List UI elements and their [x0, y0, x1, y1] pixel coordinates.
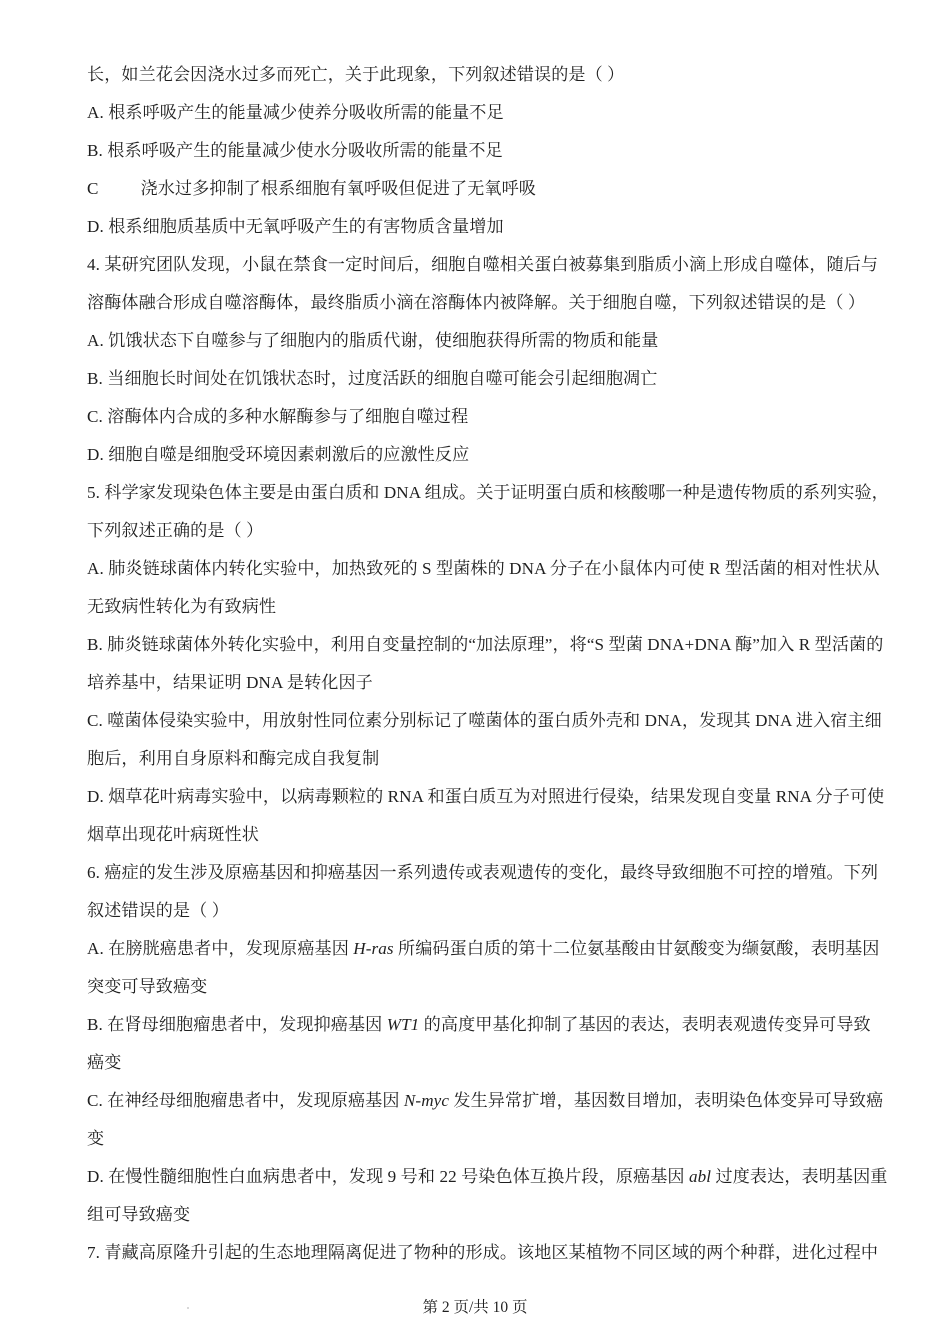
question-6-option-b-suffix: 的高度甲基化抑制了基因的表达，表明表观遗传变异可导致 — [419, 1015, 871, 1034]
page-content — [87, 56, 889, 1272]
question-6-stem-line-1: 6. 癌症的发生涉及原癌基因和抑癌基因一系列遗传或表观遗传的变化，最终导致细胞不可控的增殖。下列 — [87, 863, 879, 882]
question-3-option-c — [87, 170, 867, 208]
question-5-option-b-line-1: B. 肺炎链球菌体外转化实验中，利用自变量控制的“加法原理”，将“S 型菌 DNA+DNA 酶”加入 R 型活菌的 — [87, 635, 884, 654]
question-6-option-c-prefix: C. 在神经母细胞瘤患者中，发现原癌基因 — [87, 1091, 404, 1110]
question-6-option-c-line-2: 变 — [87, 1129, 105, 1148]
question-6-option-b-prefix: B. 在肾母细胞瘤患者中，发现抑癌基因 — [87, 1015, 387, 1034]
question-6-stem-line-2: 叙述错误的是（ ） — [87, 901, 229, 920]
gene-name-wt1: WT1 — [386, 1015, 420, 1034]
question-3-option-b: B. 根系呼吸产生的能量减少使水分吸收所需的能量不足 — [87, 141, 503, 160]
question-4-option-b: B. 当细胞长时间处在饥饿状态时，过度活跃的细胞自噬可能会引起细胞凋亡 — [87, 369, 658, 388]
question-5-option-a-line-2: 无致病性转化为有致病性 — [87, 597, 277, 616]
page-footer — [0, 1295, 950, 1317]
question-6-option-d-line-1 — [87, 1158, 888, 1196]
question-5-stem-line-2: 下列叙述正确的是（ ） — [87, 521, 264, 540]
question-5-option-c-line-2: 胞后，利用自身原料和酶完成自我复制 — [87, 749, 380, 768]
question-6-option-c-line-1 — [87, 1082, 884, 1120]
question-7-stem-line-1: 7. 青藏高原隆升引起的生态地理隔离促进了物种的形成。该地区某植物不同区域的两个种群，进化过程中 — [87, 1243, 879, 1262]
question-3-option-a: A. 根系呼吸产生的能量减少使养分吸收所需的能量不足 — [87, 103, 504, 122]
question-4-option-a: A. 饥饿状态下自噬参与了细胞内的脂质代谢，使细胞获得所需的物质和能量 — [87, 331, 659, 350]
gene-name-h-ras: H-ras — [353, 939, 394, 958]
question-4-stem-line-2: 溶酶体融合形成自噬溶酶体，最终脂质小滴在溶酶体内被降解。关于细胞自噬，下列叙述错误的是（ ） — [87, 293, 866, 312]
question-6-option-a-suffix: 所编码蛋白质的第十二位氨基酸由甘氨酸变为缬氨酸，表明基因 — [393, 939, 880, 958]
question-5-stem-line-1: 5. 科学家发现染色体主要是由蛋白质和 DNA 组成。关于证明蛋白质和核酸哪一种是遗传物质的系列实验， — [87, 483, 889, 502]
question-4-stem-line-1: 4. 某研究团队发现，小鼠在禁食一定时间后，细胞自噬相关蛋白被募集到脂质小滴上形成自噬体，随后与 — [87, 255, 879, 274]
question-6-option-b-line-2: 癌变 — [87, 1053, 122, 1072]
question-5-option-d-line-1: D. 烟草花叶病毒实验中，以病毒颗粒的 RNA 和蛋白质互为对照进行侵染，结果发现自变量 RNA 分子可使 — [87, 787, 885, 806]
question-6-option-a-line-2: 突变可导致癌变 — [87, 977, 208, 996]
question-4-option-c: C. 溶酶体内合成的多种水解酶参与了细胞自噬过程 — [87, 407, 469, 426]
question-5-option-a-line-1: A. 肺炎链球菌体内转化实验中，加热致死的 S 型菌株的 DNA 分子在小鼠体内可使 R 型活菌的相对性状从 — [87, 559, 880, 578]
question-3-option-c-text: 浇水过多抑制了根系细胞有氧呼吸但促进了无氧呼吸 — [140, 179, 536, 198]
question-5-option-d-line-2: 烟草出现花叶病斑性状 — [87, 825, 259, 844]
gene-name-abl: abl — [689, 1167, 712, 1186]
question-6-option-a-prefix: A. 在膀胱癌患者中，发现原癌基因 — [87, 939, 354, 958]
question-6-option-c-suffix: 发生异常扩增，基因数目增加，表明染色体变异可导致癌 — [449, 1091, 884, 1110]
question-6-option-d-suffix: 过度表达，表明基因重 — [711, 1167, 888, 1186]
question-6-option-d-prefix: D. 在慢性髓细胞性白血病患者中，发现 9 号和 22 号染色体互换片段，原癌基因 — [87, 1167, 690, 1186]
question-5-option-b-line-2: 培养基中，结果证明 DNA 是转化因子 — [87, 673, 373, 692]
question-4-option-d: D. 细胞自噬是细胞受环境因素刺激后的应激性反应 — [87, 445, 470, 464]
gene-name-n-myc: N-myc — [403, 1091, 450, 1110]
question-3-option-d: D. 根系细胞质基质中无氧呼吸产生的有害物质含量增加 — [87, 217, 504, 236]
question-5-option-c-line-1: C. 噬菌体侵染实验中，用放射性同位素分别标记了噬菌体的蛋白质外壳和 DNA，发现其 DNA 进入宿主细 — [87, 711, 882, 730]
question-3-option-c-label: C — [87, 179, 99, 198]
question-6-option-b-line-1 — [87, 1006, 871, 1044]
page-number-label: 第 2 页/共 10 页 — [422, 1299, 528, 1316]
question-6-option-d-line-2: 组可导致癌变 — [87, 1205, 191, 1224]
question-6-option-a-line-1 — [87, 930, 880, 968]
question-3-stem-continuation: 长，如兰花会因浇水过多而死亡，关于此现象，下列叙述错误的是（ ） — [87, 65, 625, 84]
